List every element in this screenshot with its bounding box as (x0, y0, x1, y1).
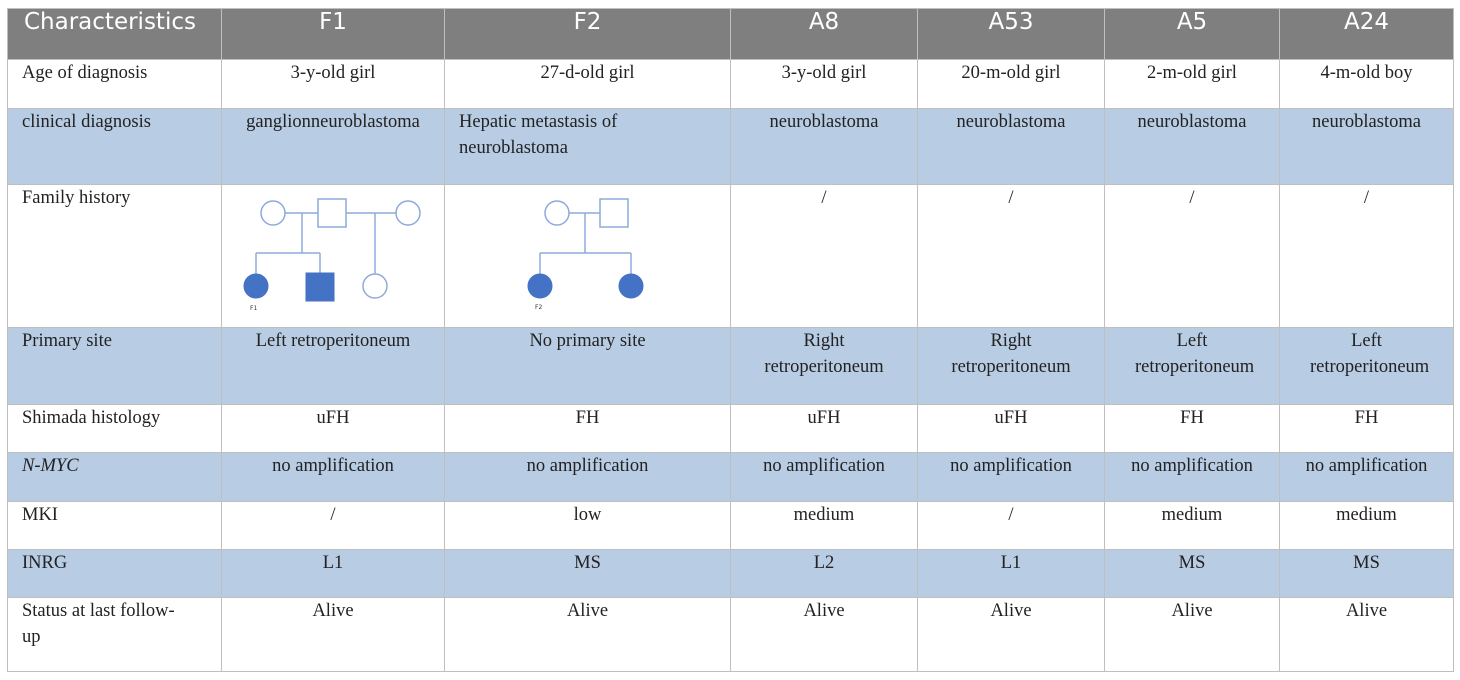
table-cell: / (1105, 185, 1280, 328)
table-cell: neuroblastoma (1280, 109, 1454, 185)
pedigree-chart-f2 (445, 191, 731, 316)
table-cell: / (918, 502, 1105, 550)
table-cell: MS (1105, 550, 1280, 598)
table-row-status (8, 598, 1454, 672)
row-label: Status at last follow-up (8, 598, 222, 672)
table-cell: 20-m-old girl (918, 60, 1105, 109)
table-cell: medium (1105, 502, 1280, 550)
table-cell: uFH (222, 405, 445, 453)
table-cell: uFH (918, 405, 1105, 453)
pedigree-male-icon (600, 199, 628, 227)
row-label: Age of diagnosis (8, 60, 222, 109)
pedigree-cell-f1 (222, 185, 445, 328)
column-header-case: F2 (445, 9, 731, 60)
table-cell: Right retroperitoneum (918, 328, 1105, 405)
row-label: N-MYC (8, 453, 222, 502)
pedigree-proband-label: F2 (535, 304, 543, 311)
table-cell: L1 (222, 550, 445, 598)
table-cell: No primary site (445, 328, 731, 405)
pedigree-affected-female-icon (244, 274, 268, 298)
pedigree-affected-female-icon (528, 274, 552, 298)
table-cell: Right retroperitoneum (731, 328, 918, 405)
table-row-nmyc (8, 453, 1454, 502)
table-cell: ganglionneuroblastoma (222, 109, 445, 185)
pedigree-affected-female-icon (619, 274, 643, 298)
table-cell: Alive (731, 598, 918, 672)
column-header-case: A24 (1280, 9, 1454, 60)
table-row-age (8, 60, 1454, 109)
table-row-clinical-diagnosis (8, 109, 1454, 185)
pedigree-affected-male-icon (306, 273, 334, 301)
table-cell: / (1280, 185, 1454, 328)
row-label: Primary site (8, 328, 222, 405)
table-cell: no amplification (731, 453, 918, 502)
table-cell: FH (445, 405, 731, 453)
table-cell: 3-y-old girl (731, 60, 918, 109)
pedigree-cell-f2 (445, 185, 731, 328)
pedigree-female-icon (261, 201, 285, 225)
row-label: INRG (8, 550, 222, 598)
column-header-case: F1 (222, 9, 445, 60)
table-row-family-history (8, 185, 1454, 328)
table-cell: neuroblastoma (1105, 109, 1280, 185)
table-cell: Alive (445, 598, 731, 672)
table-cell: no amplification (918, 453, 1105, 502)
table-cell: Left retroperitoneum (1105, 328, 1280, 405)
table-cell: neuroblastoma (918, 109, 1105, 185)
table-cell: FH (1280, 405, 1454, 453)
column-header-case: A8 (731, 9, 918, 60)
table-cell: no amplification (1105, 453, 1280, 502)
row-label: Shimada histology (8, 405, 222, 453)
pedigree-chart-f1 (222, 191, 445, 316)
row-label: MKI (8, 502, 222, 550)
table-cell: 3-y-old girl (222, 60, 445, 109)
table-row-shimada (8, 405, 1454, 453)
table-cell: Alive (1105, 598, 1280, 672)
column-header-characteristics: Characteristics (8, 9, 222, 60)
column-header-case: A53 (918, 9, 1105, 60)
table-cell: L2 (731, 550, 918, 598)
table-cell: 27-d-old girl (445, 60, 731, 109)
pedigree-female-icon (396, 201, 420, 225)
table-cell: no amplification (445, 453, 731, 502)
pedigree-female-icon (545, 201, 569, 225)
pedigree-male-icon (318, 199, 346, 227)
clinical-characteristics-table (7, 8, 1454, 672)
table-row-primary-site (8, 328, 1454, 405)
pedigree-female-icon (363, 274, 387, 298)
row-label: Family history (8, 185, 222, 328)
table-cell: Alive (918, 598, 1105, 672)
table-cell: L1 (918, 550, 1105, 598)
table-cell: MS (1280, 550, 1454, 598)
table-cell: MS (445, 550, 731, 598)
table-cell: medium (1280, 502, 1454, 550)
table-row-mki (8, 502, 1454, 550)
table-cell: 4-m-old boy (1280, 60, 1454, 109)
pedigree-proband-label: F1 (250, 305, 258, 312)
table-cell: / (918, 185, 1105, 328)
table-cell: no amplification (222, 453, 445, 502)
column-header-case: A5 (1105, 9, 1280, 60)
table-cell: neuroblastoma (731, 109, 918, 185)
table-cell: no amplification (1280, 453, 1454, 502)
row-label: clinical diagnosis (8, 109, 222, 185)
table-cell: low (445, 502, 731, 550)
table-cell: uFH (731, 405, 918, 453)
table-cell: FH (1105, 405, 1280, 453)
table-cell: Alive (1280, 598, 1454, 672)
table-cell: Hepatic metastasis of neuroblastoma (445, 109, 731, 185)
table-cell: Left retroperitoneum (1280, 328, 1454, 405)
table-cell: medium (731, 502, 918, 550)
table-cell: Alive (222, 598, 445, 672)
header-row (8, 9, 1454, 60)
table-cell: Left retroperitoneum (222, 328, 445, 405)
table-cell: 2-m-old girl (1105, 60, 1280, 109)
table-row-inrg (8, 550, 1454, 598)
table-cell: / (222, 502, 445, 550)
table-cell: / (731, 185, 918, 328)
